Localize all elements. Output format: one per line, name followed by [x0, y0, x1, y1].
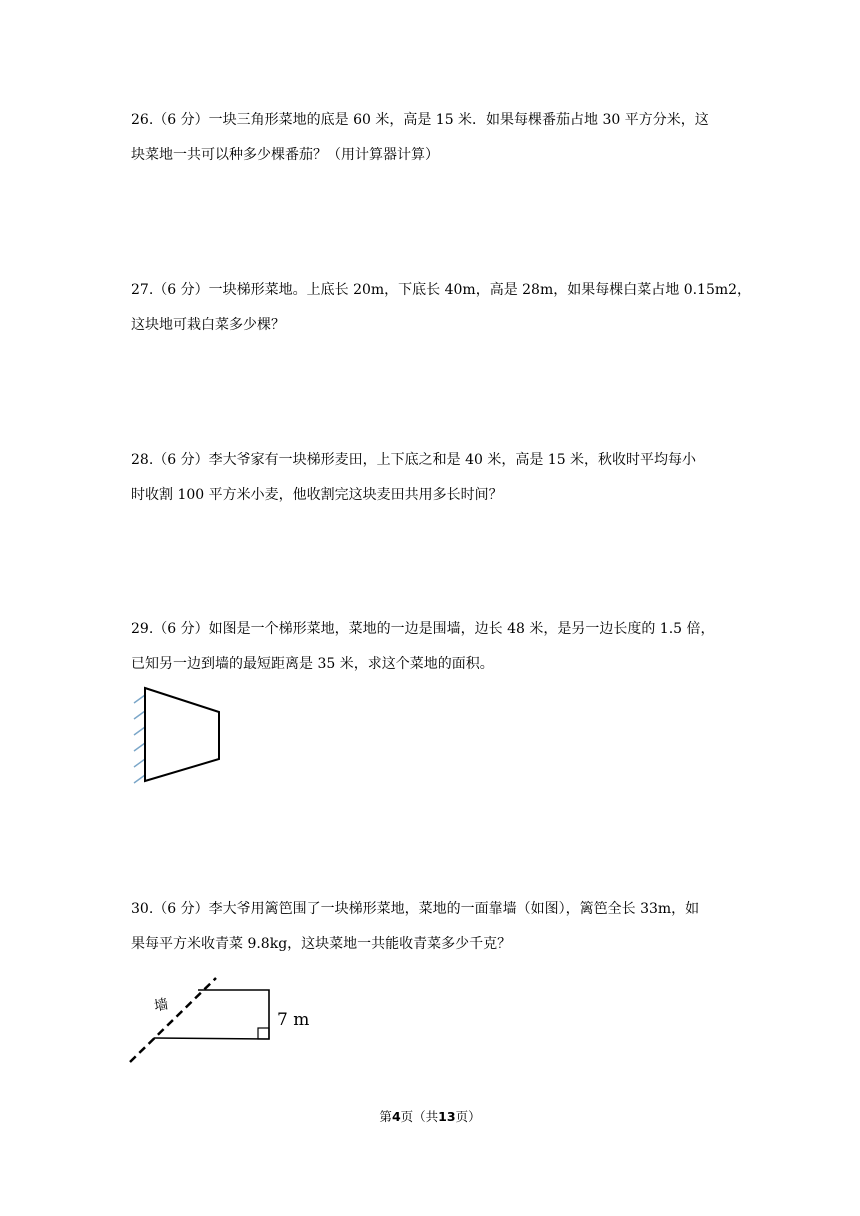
height-label: 7 m	[277, 1010, 310, 1030]
right-angle-mark	[258, 1028, 269, 1039]
trapezoid-wall-figure	[126, 683, 226, 788]
wall-hatching	[134, 695, 145, 783]
question-29-line-1: 29.（6 分）如图是一个梯形菜地，菜地的一边是围墙，边长 48 米，是另一边长度的 1.5 倍，	[131, 621, 715, 637]
question-28-line-1: 28.（6 分）李大爷家有一块梯形麦田，上下底之和是 40 米，高是 15 米，秋收时平均每小	[131, 452, 697, 468]
question-28	[131, 443, 731, 513]
question-30	[131, 892, 731, 962]
footer-prefix: 第	[379, 1109, 392, 1124]
question-27-line-1: 27.（6 分）一块梯形菜地。上底长 20m，下底长 40m，高是 28m，如果每棵白菜占地 0.15m2，	[131, 282, 752, 298]
page-footer	[0, 1107, 860, 1125]
footer-total-pages: 13	[438, 1109, 456, 1124]
question-29	[131, 612, 731, 682]
question-30-line-2: 果每平方米收青菜 9.8kg，这块菜地一共能收青菜多少千克？	[131, 936, 512, 952]
question-29-line-2: 已知另一边到墙的最短距离是 35 米，求这个菜地的面积。	[131, 656, 494, 672]
footer-middle: 页（共	[400, 1109, 439, 1124]
question-27	[131, 273, 752, 343]
question-30-line-1: 30.（6 分）李大爷用篱笆围了一块梯形菜地，菜地的一面靠墙（如图），篱笆全长 33m，如	[131, 901, 700, 917]
trapezoid-shape	[145, 688, 219, 781]
wall-trapezoid-figure	[126, 970, 326, 1070]
question-26-line-2: 块菜地一共可以种多少棵番茄？（用计算器计算）	[131, 147, 439, 163]
question-28-line-2: 时收割 100 平方米小麦，他收割完这块麦田共用多长时间？	[131, 487, 503, 503]
footer-suffix: 页）	[455, 1109, 481, 1124]
footer-page-number: 4	[391, 1109, 401, 1124]
question-26	[131, 103, 731, 173]
wall-label: 墙	[152, 996, 170, 1015]
question-26-line-1: 26.（6 分）一块三角形菜地的底是 60 米，高是 15 米．如果每棵番茄占地 30 平方分米，这	[131, 112, 709, 128]
fence-outline	[154, 990, 269, 1039]
question-27-line-2: 这块地可栽白菜多少棵？	[131, 317, 285, 333]
